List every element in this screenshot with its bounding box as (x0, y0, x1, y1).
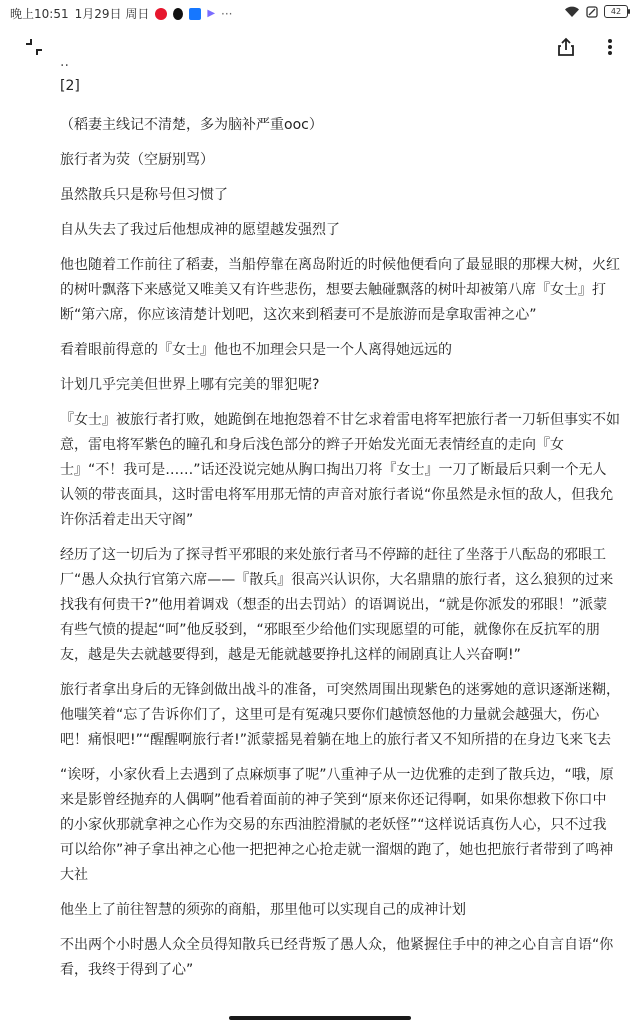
status-time: 晚上10:51 (10, 7, 69, 21)
more-options-button[interactable] (596, 33, 624, 61)
paragraph: （稻妻主线记不清楚，多为脑补严重ooc） (60, 117, 323, 133)
paragraph: 看着眼前得意的『女士』他也不加理会只是一个人离得她远远的 (60, 342, 452, 358)
paragraph: 经历了这一切后为了探寻哲平邪眼的来处旅行者马不停蹄的赶往了坐落于八酝岛的邪眼工厂“愚人众执行官第六席——『散兵』很高兴认识你，大名鼎鼎的旅行者，这么狼狈的过来找我有何贵干?”他用着调戏（想歪的出去罚站）的语调说出，“就是你派发的邪眼！”派蒙有些气愤的提起“呵”他反驳到，“邪眼至少给他们实现愿望的可能，就像你在反抗军的朋友，越是失去就越要得到，越是无能就越要挣扎这样的闹剧真让人兴奋啊!” (60, 547, 614, 663)
more-dots-icon: ··· (221, 6, 233, 21)
wifi-icon (564, 6, 580, 18)
play-icon: ▶ (207, 8, 216, 19)
exit-fullscreen-icon (23, 36, 45, 58)
paragraph: 他也随着工作前往了稻妻，当船停靠在离岛附近的时候他便看向了最显眼的那棵大树，火红的树叶飘落下来感觉又唯美又有许些悲伤，想要去触碰飘落的树叶却被第八席『女士』打断“第六席，你应该清楚计划吧，这次来到稻妻可不是旅游而是拿取雷神之心” (60, 257, 620, 323)
more-vertical-icon (606, 37, 614, 57)
paragraph: 不出两个小时愚人众全员得知散兵已经背叛了愚人众，他紧握住手中的神之心自言自语“你看，我终于得到了心” (60, 937, 614, 978)
paragraph: 自从失去了我过后他想成神的愿望越发强烈了 (60, 222, 340, 238)
weibo-icon (155, 8, 167, 20)
battery-level: 42 (610, 7, 622, 16)
status-left (10, 5, 232, 22)
home-indicator[interactable] (229, 1016, 411, 1020)
exit-fullscreen-button[interactable] (20, 33, 48, 61)
paragraph: 计划几乎完美但世界上哪有完美的罪犯呢? (60, 377, 320, 393)
chapter-number: [2] (60, 78, 80, 94)
article-body (60, 58, 620, 993)
app-icon (189, 8, 201, 20)
battery-icon (604, 5, 628, 18)
paragraph: “诶呀，小家伙看上去遇到了点麻烦事了呢”八重神子从一边优雅的走到了散兵边，“哦，原来是影曾经抛弃的人偶啊”他看着面前的神子笑到“原来你还记得啊，如果你想救下你口中的小家伙那就拿神之心作为交易的东西油腔滑腻的老妖怪”“这样说话真伤人心，只不过我可以给你”神子拿出神之心他一把把神之心抢走就一溜烟的跑了，她也把旅行者带到了鸣神大社 (60, 767, 614, 883)
share-icon (555, 36, 577, 58)
paragraph: 他坐上了前往智慧的须弥的商船，那里他可以实现自己的成神计划 (60, 902, 466, 918)
share-button[interactable] (552, 33, 580, 61)
qq-icon (173, 8, 183, 20)
paragraph: 旅行者为荧（空厨别骂） (60, 152, 214, 168)
status-date: 1月29日 周日 (74, 7, 150, 21)
paragraph-fragment: ·· (60, 58, 69, 74)
sim-icon (586, 6, 598, 18)
paragraph: 虽然散兵只是称号但习惯了 (60, 187, 228, 203)
status-bar (0, 0, 640, 26)
paragraph: 『女士』被旅行者打败，她跪倒在地抱怨着不甘乞求着雷电将军把旅行者一刀斩但事实不如意，雷电将军紫色的瞳孔和身后浅色部分的辫子开始发光面无表情经直的走向『女士』“不！我可是……”话还没说完她从胸口掏出刀将『女士』一刀了断最后只剩一个无人认领的带丧面具，这时雷电将军用那无情的声音对旅行者说“你虽然是永恒的敌人，但我允许你活着走出天守阁” (60, 412, 620, 528)
status-right (564, 5, 628, 18)
paragraph: 旅行者拿出身后的无锋剑做出战斗的准备，可突然周围出现紫色的迷雾她的意识逐渐迷糊，他嗤笑着“忘了告诉你们了，这里可是有冤魂只要你们越愤怒他的力量就会越强大，伤心吧！痛恨吧!”“醒醒啊旅行者!”派蒙摇晃着躺在地上的旅行者又不知所措的在身边飞来飞去 (60, 682, 620, 748)
